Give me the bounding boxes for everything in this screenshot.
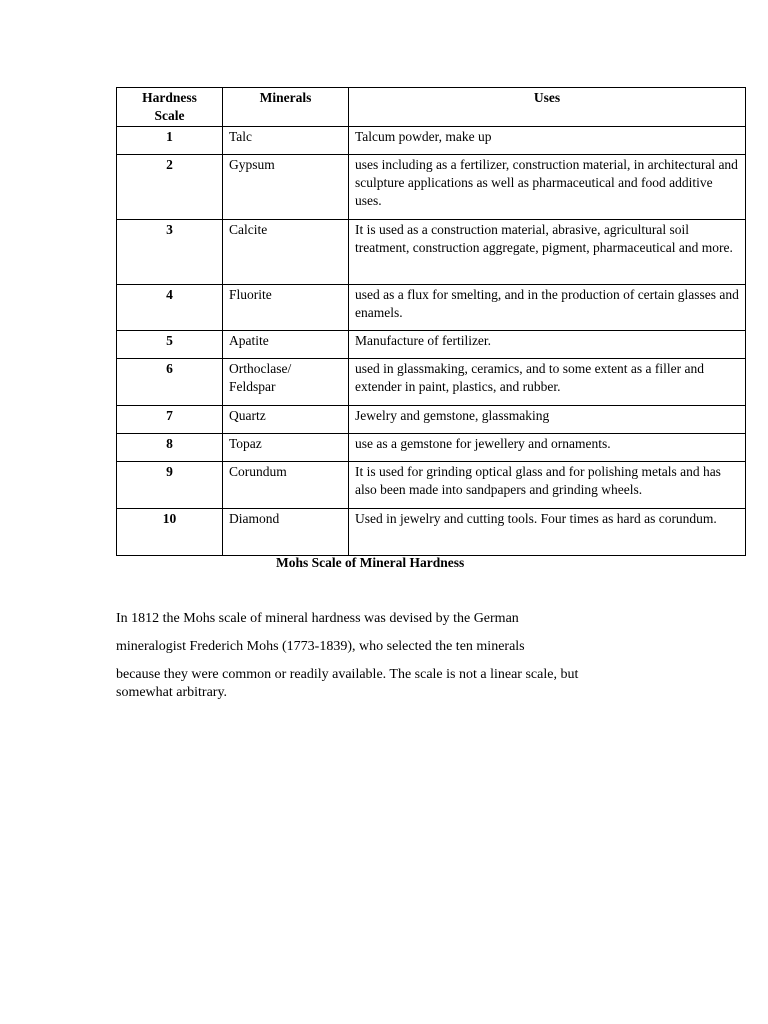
table-row (117, 509, 746, 556)
cell-uses: used in glassmaking, ceramics, and to some extent as a filler and extender in paint, plastics, and rubber. (349, 359, 746, 406)
table-caption: Mohs Scale of Mineral Hardness (276, 555, 465, 570)
table-row (117, 434, 746, 462)
cell-mineral: Talc (223, 127, 349, 155)
cell-uses: It is used for grinding optical glass and for polishing metals and has also been made into sandpapers and grinding wheels. (349, 462, 746, 509)
cell-scale: 3 (117, 220, 223, 285)
table-row (117, 359, 746, 406)
header-uses: Uses (349, 88, 746, 127)
header-hardness-scale: Hardness Scale (117, 88, 223, 127)
cell-uses: use as a gemstone for jewellery and ornaments. (349, 434, 746, 462)
cell-mineral: Calcite (223, 220, 349, 285)
cell-scale: 10 (117, 509, 223, 556)
table-header-row (117, 88, 746, 127)
cell-mineral: Quartz (223, 406, 349, 434)
header-minerals: Minerals (223, 88, 349, 127)
cell-scale: 4 (117, 285, 223, 331)
table-row (117, 462, 746, 509)
cell-mineral: Fluorite (223, 285, 349, 331)
cell-uses: Jewelry and gemstone, glassmaking (349, 406, 746, 434)
cell-mineral: Diamond (223, 509, 349, 556)
table-row (117, 406, 746, 434)
cell-uses: Talcum powder, make up (349, 127, 746, 155)
cell-scale: 9 (117, 462, 223, 509)
cell-uses: Used in jewelry and cutting tools. Four times as hard as corundum. (349, 509, 746, 556)
cell-scale: 6 (117, 359, 223, 406)
cell-uses: used as a flux for smelting, and in the production of certain glasses and enamels. (349, 285, 746, 331)
cell-scale: 8 (117, 434, 223, 462)
cell-mineral: Apatite (223, 331, 349, 359)
cell-mineral: Corundum (223, 462, 349, 509)
cell-uses: It is used as a construction material, abrasive, agricultural soil treatment, construction aggregate, pigment, pharmaceutical and more. (349, 220, 746, 285)
mohs-hardness-table (116, 87, 746, 556)
table-row (117, 155, 746, 220)
cell-scale: 5 (117, 331, 223, 359)
cell-uses: Manufacture of fertilizer. (349, 331, 746, 359)
cell-mineral: Gypsum (223, 155, 349, 220)
cell-mineral: Orthoclase/ Feldspar (223, 359, 349, 406)
paragraph-line: mineralogist Frederich Mohs (1773-1839), who selected the ten minerals (116, 639, 525, 654)
cell-scale: 7 (117, 406, 223, 434)
cell-scale: 2 (117, 155, 223, 220)
paragraph-line: because they were common or readily available. The scale is not a linear scale, but somewhat arbitrary. (116, 667, 579, 700)
table-row (117, 220, 746, 285)
cell-scale: 1 (117, 127, 223, 155)
table-row (117, 285, 746, 331)
table-row (117, 127, 746, 155)
paragraph-line: In 1812 the Mohs scale of mineral hardness was devised by the German (116, 611, 519, 626)
cell-mineral: Topaz (223, 434, 349, 462)
cell-uses: uses including as a fertilizer, construction material, in architectural and sculpture applications as well as pharmaceutical and food additive uses. (349, 155, 746, 220)
table-row (117, 331, 746, 359)
